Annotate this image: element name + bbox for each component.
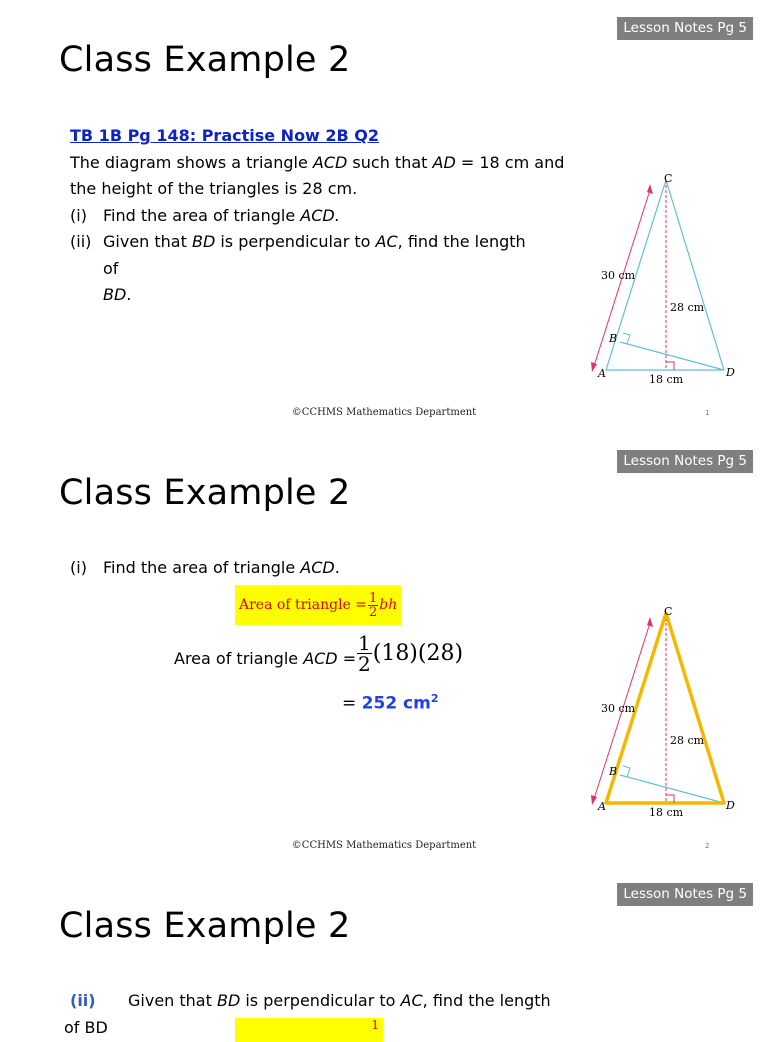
question-i: (i) Find the area of triangle ACD. [70,558,340,577]
side-CD [666,180,724,370]
arrowhead-bottom-icon [591,362,597,372]
slide-2 [0,433,768,866]
footer: ©CCHMS Mathematics Department [291,840,477,851]
right-angle-mark-B [623,766,630,777]
label-28cm: 28 cm [670,301,705,314]
label-B: B [609,765,618,778]
lesson-notes-badge: Lesson Notes Pg 5 [617,450,753,473]
calc-label: Area of triangle ACD = [174,649,357,668]
question-ii-cont: of BD [64,1017,108,1037]
arrowhead-top-icon [647,184,653,194]
page-number: 1 [705,409,710,417]
footer: ©CCHMS Mathematics Department [291,407,477,418]
question-i: (i) Find the area of triangle ACD. [70,205,340,225]
area-formula-highlight: Area of triangle = $\frac{1}{2}$ bh [235,585,401,625]
question-text [70,123,564,309]
slide-title: Class Example 2 [59,473,351,513]
slide-title: Class Example 2 [59,40,351,80]
label-A: A [598,800,606,813]
formula-highlight-partial: 1 [235,1018,383,1042]
segment-BD [620,342,724,370]
label-C: C [664,605,673,618]
label-30cm: 30 cm [601,702,636,715]
triangle-diagram [582,603,752,818]
lesson-notes-badge: Lesson Notes Pg 5 [617,883,753,906]
question-ii: (ii) Given that BD is perpendicular to AC, find the length of BD. [70,232,526,304]
right-angle-mark-B [623,333,630,344]
label-18cm: 18 cm [649,806,684,819]
label-C: C [664,172,673,185]
label-B: B [609,332,618,345]
intro-line-2: the height of the triangles is 28 cm. [70,179,358,198]
page-number: 2 [705,842,710,850]
textbook-link[interactable]: TB 1B Pg 148: Practise Now 2B Q2 [70,126,380,145]
slide-3 [0,866,768,1037]
right-angle-mark [666,362,674,370]
label-A: A [598,367,606,380]
label-30cm: 30 cm [601,269,636,282]
intro-line-1: The diagram shows a triangle ACD such that AD = 18 cm and [70,152,565,172]
label-18cm: 18 cm [649,373,684,386]
segment-BD [620,775,724,803]
answer: = 252 $cm^2$ [342,692,439,714]
question-ii: (ii) Given that BD is perpendicular to AC, find the length of BD [70,988,551,1041]
calc-expression: $\frac{1}{2}$ (18)(28) [358,631,464,676]
slide-title: Class Example 2 [59,906,351,946]
triangle-diagram [582,170,752,385]
arrowhead-top-icon [647,617,653,627]
label-28cm: 28 cm [670,734,705,747]
label-D: D [726,366,735,379]
label-D: D [726,799,735,812]
lesson-notes-badge: Lesson Notes Pg 5 [617,17,753,40]
slide-1 [0,0,768,433]
arrowhead-bottom-icon [591,795,597,805]
